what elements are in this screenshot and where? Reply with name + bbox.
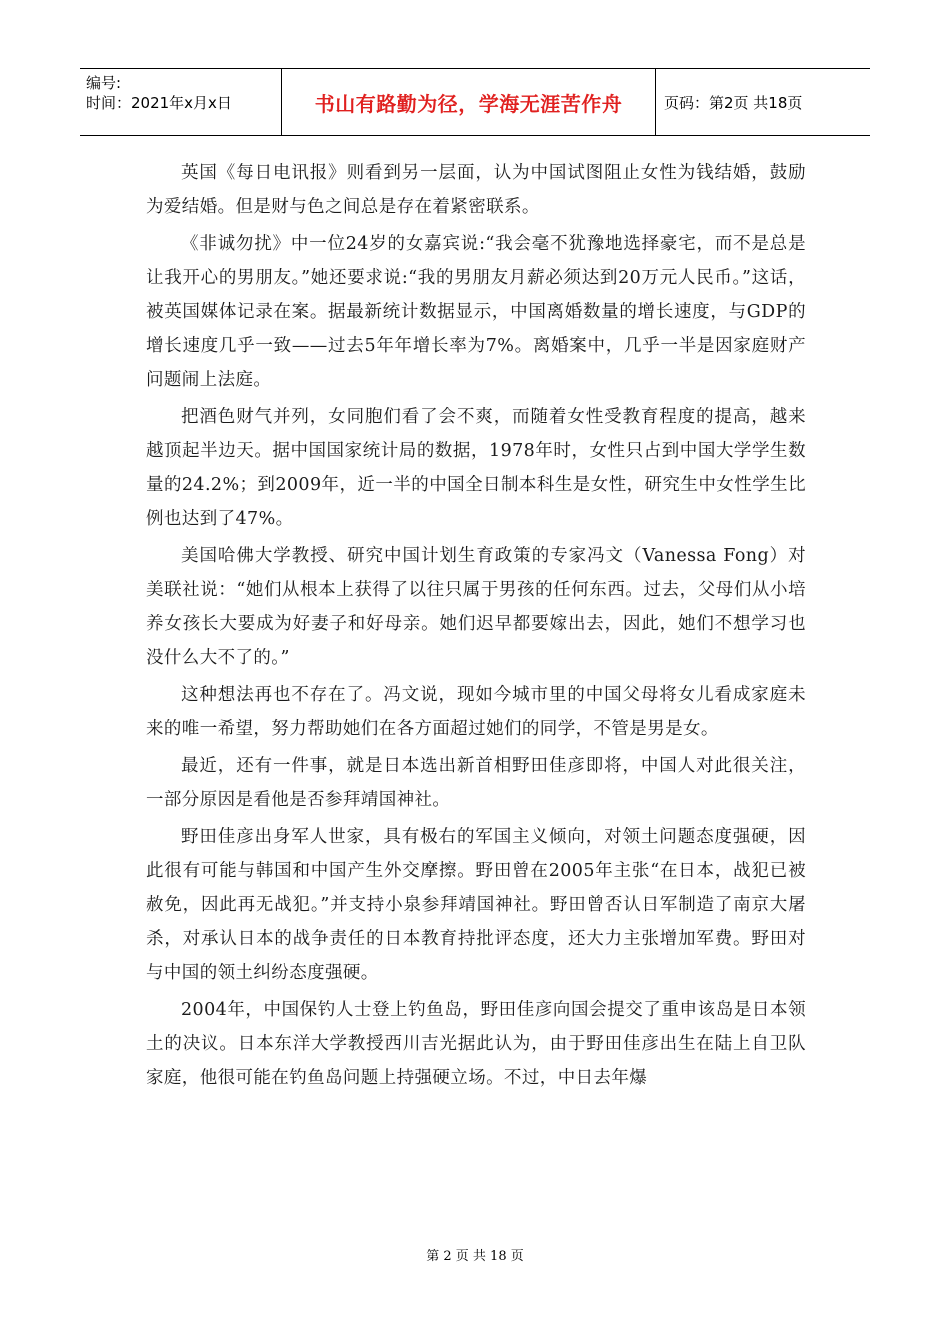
paragraph: 把酒色财气并列，女同胞们看了会不爽，而随着女性受教育程度的提高，越来越顶起半边天。据中国国家统计局的数据，1978年时，女性只占到中国大学学生数量的24.2%；到2009年，近一半的中国全日制本科生是女性，研究生中女性学生比例也达到了47%。 bbox=[146, 407, 806, 529]
paragraph: 《非诚勿扰》中一位24岁的女嘉宾说:“我会毫不犹豫地选择豪宅，而不是总是让我开心的男朋友。”她还要求说:“我的男朋友月薪必须达到20万元人民币。”这话，被英国媒体记录在案。据最新统计数据显示，中国离婚数量的增长速度，与GDP的增长速度几乎一致——过去5年年增长率为7%。离婚案中，几乎一半是因家庭财产问题闹上法庭。 bbox=[146, 234, 806, 390]
paragraph: 最近，还有一件事，就是日本选出新首相野田佳彦即将，中国人对此很关注，一部分原因是看他是否参拜靖国神社。 bbox=[146, 756, 806, 810]
header-page-info: 页码：第2页 共18页 bbox=[664, 93, 803, 112]
paragraph: 这种想法再也不存在了。冯文说，现如今城市里的中国父母将女儿看成家庭未来的唯一希望，努力帮助她们在各方面超过她们的同学，不管是男是女。 bbox=[146, 685, 806, 739]
header-page-cell bbox=[656, 69, 870, 135]
header-motto-cell bbox=[282, 69, 656, 135]
paragraph: 英国《每日电讯报》则看到另一层面，认为中国试图阻止女性为钱结婚，鼓励为爱结婚。但是财与色之间总是存在着紧密联系。 bbox=[146, 163, 806, 217]
document-date: 时间：2021年x月x日 bbox=[86, 94, 232, 112]
page-footer bbox=[0, 1245, 950, 1264]
document-body bbox=[146, 156, 806, 1098]
header-meta-cell bbox=[80, 69, 282, 135]
header-motto: 书山有路勤为径，学海无涯苦作舟 bbox=[314, 91, 623, 116]
document-header bbox=[80, 68, 870, 136]
paragraph: 美国哈佛大学教授、研究中国计划生育政策的专家冯文（Vanessa Fong）对美联社说：“她们从根本上获得了以往只属于男孩的任何东西。过去，父母们从小培养女孩长大要成为好妻子和好母亲。她们迟早都要嫁出去，因此，她们不想学习也没什么大不了的。” bbox=[146, 546, 806, 668]
document-number-label: 编号: bbox=[86, 74, 122, 92]
paragraph: 2004年，中国保钓人士登上钓鱼岛，野田佳彦向国会提交了重申该岛是日本领土的决议。日本东洋大学教授西川吉光据此认为，由于野田佳彦出生在陆上自卫队家庭，他很可能在钓鱼岛问题上持强硬立场。不过，中日去年爆 bbox=[146, 1000, 806, 1088]
footer-page-number: 第 2 页 共 18 页 bbox=[426, 1249, 524, 1264]
paragraph: 野田佳彦出身军人世家，具有极右的军国主义倾向，对领土问题态度强硬，因此很有可能与韩国和中国产生外交摩擦。野田曾在2005年主张“在日本，战犯已被赦免，因此再无战犯。”并支持小泉参拜靖国神社。野田曾否认日军制造了南京大屠杀，对承认日本的战争责任的日本教育持批评态度，还大力主张增加军费。野田对与中国的领土纠纷态度强硬。 bbox=[146, 827, 806, 983]
